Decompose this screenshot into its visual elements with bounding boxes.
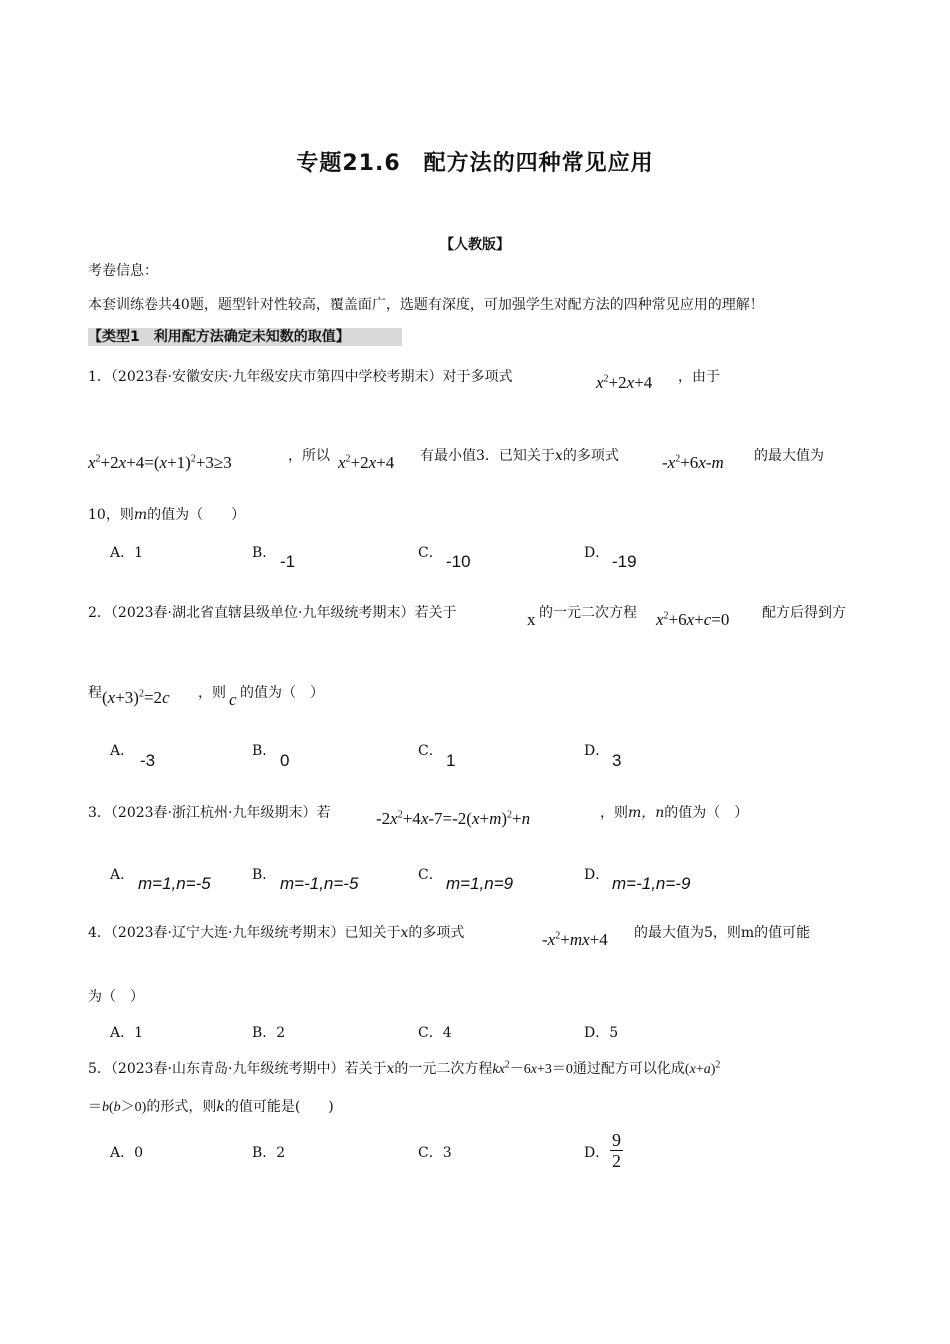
question-5-line-2: ＝b(b＞0)的形式，则k的值可能是( ): [88, 1099, 334, 1115]
q4-option-d[interactable]: D．5: [584, 1025, 619, 1041]
question-1-number: 1．: [88, 369, 111, 385]
question-5-source: （2023春·山东青岛·九年级统考期中）若关于: [110, 1061, 387, 1077]
q3-option-c-label[interactable]: C．: [418, 867, 443, 883]
q5-form: $(x+a)^2$: [684, 1059, 721, 1077]
q5-option-d-fraction: [610, 1130, 623, 1171]
info-heading: 考卷信息：: [88, 263, 158, 279]
info-text: 本套训练卷共40题，题型针对性较高，覆盖面广，选题有深度，可加强学生对配方法的四种常见应用的理解！: [88, 297, 764, 313]
q1-option-c-value: -10: [446, 552, 471, 571]
page-title: 专题21.6 配方法的四种常见应用: [296, 151, 654, 176]
q4-option-c[interactable]: C．4: [418, 1025, 452, 1041]
section-header-label: 【类型1 利用配方法确定未知数的取值】: [88, 329, 350, 345]
q3-option-b-value: m=-1,n=-5: [280, 874, 359, 893]
question-3-line-1: [88, 802, 330, 822]
question-4-line-1: 4．（2023春·辽宁大连·九年级统考期末）已知关于x的多项式: [88, 925, 465, 941]
q5-option-c[interactable]: C．3: [418, 1145, 452, 1161]
q1-line-2-text: 有最小值3．已知关于x的多项式: [420, 448, 619, 464]
q2-option-d-label[interactable]: D．: [584, 743, 610, 759]
q2-option-d-value: 3: [612, 751, 622, 770]
q1-line-3: 10，则m的值为（ ）: [88, 507, 246, 523]
q1-option-a[interactable]: A．1: [110, 545, 144, 561]
q3-option-b-label[interactable]: B．: [252, 867, 277, 883]
question-1-source: （2023春·安徽安庆·九年级安庆市第四中学校考期末）对于多项式: [110, 369, 513, 385]
q2-text-e: 的值为（ ）: [240, 685, 324, 701]
fraction-denominator: 2: [612, 1151, 621, 1171]
q1-polynomial-3: $-x^2+6x-m$: [662, 453, 724, 472]
q1-option-b-label[interactable]: B．: [252, 545, 277, 561]
q3-line-1-tail: ，则m，n的值为（ ）: [600, 805, 749, 821]
question-5-line-1: 5．（2023春·山东青岛·九年级统考期中）若关于x的一元二次方程$kx^2-6x+3=0$通过配方可以化成$(x+a)^2$: [88, 1059, 721, 1077]
q2-var-c: c: [229, 690, 237, 709]
q1-identity: $x^2+2x+4=(x+1)^2+3\ge 3$: [88, 453, 232, 472]
fraction-numerator: 9: [612, 1130, 621, 1150]
q1-option-c-label[interactable]: C．: [418, 545, 443, 561]
q1-text-a: ，由于: [678, 369, 720, 385]
question-1-line-1: [88, 366, 512, 386]
q2-text-a: 的一元二次方程: [539, 605, 637, 621]
q2-text-d: ，则: [198, 685, 226, 701]
q1-polynomial-2: $x^2+2x+4$: [338, 453, 395, 472]
q2-option-a-value: -3: [140, 751, 156, 770]
question-5-number: 5．: [88, 1061, 111, 1077]
q3-equation: $-2x^2+4x-7=-2(x+m)^2+n$: [376, 809, 531, 828]
question-2-number: 2．: [88, 605, 111, 621]
q3-option-d-value: m=-1,n=-9: [612, 874, 691, 893]
q3-option-d-label[interactable]: D．: [584, 867, 610, 883]
q2-option-a-label[interactable]: A．: [110, 743, 135, 759]
q4-polynomial: $-x^2+mx+4$: [542, 930, 608, 949]
q5-option-d-label[interactable]: D．: [584, 1145, 610, 1161]
section-header: [88, 328, 402, 346]
q2-var-x: x: [527, 610, 536, 629]
q4-option-a[interactable]: A．1: [110, 1025, 144, 1041]
q4-option-b[interactable]: B．2: [252, 1025, 286, 1041]
q2-equation: $x^2+6x+c=0$: [656, 610, 730, 629]
q3-option-a-value: m=1,n=-5: [138, 874, 211, 893]
q2-text-b: 配方后得到方: [762, 605, 846, 621]
q5-option-b[interactable]: B．2: [252, 1145, 286, 1161]
q4-text-c: 为（ ）: [88, 989, 144, 1005]
q1-text-b: ，所以: [288, 448, 330, 464]
q4-text-b: 的最大值为5，则m的值可能: [634, 925, 811, 941]
q1-polynomial: $x^2+2x+4$: [596, 373, 653, 392]
q2-option-b-label[interactable]: B．: [252, 743, 277, 759]
question-4-number: 4．: [88, 925, 111, 941]
question-4-source: （2023春·辽宁大连·九年级统考期末）已知关于: [110, 925, 401, 941]
question-2-source: （2023春·湖北省直辖县级单位·九年级统考期末）若关于: [110, 605, 457, 621]
q2-option-c-label[interactable]: C．: [418, 743, 443, 759]
q1-option-d-value: -19: [612, 552, 637, 571]
q2-option-b-value: 0: [280, 751, 290, 770]
q5-form-2: ＝b(b＞0): [88, 1100, 147, 1115]
question-3-number: 3．: [88, 805, 111, 821]
q2-option-c-value: 1: [446, 751, 456, 770]
question-3-source: （2023春·浙江杭州·九年级期末）若: [110, 805, 331, 821]
q3-option-c-value: m=1,n=9: [446, 874, 514, 893]
q5-option-a[interactable]: A．0: [110, 1145, 144, 1161]
q3-option-a-label[interactable]: A．: [110, 867, 135, 883]
q1-text-e: 的最大值为: [754, 448, 824, 464]
question-2-line-1: [88, 602, 456, 622]
q5-equation: $kx^2-6x+3=0$: [492, 1059, 573, 1077]
q2-equation-2: $(x+3)^2=2c$: [102, 688, 170, 707]
q1-option-b-value: -1: [280, 552, 296, 571]
edition-label: 【人教版】: [440, 237, 510, 253]
q1-option-d-label[interactable]: D．: [584, 545, 610, 561]
q2-text-c: 程: [88, 685, 102, 701]
